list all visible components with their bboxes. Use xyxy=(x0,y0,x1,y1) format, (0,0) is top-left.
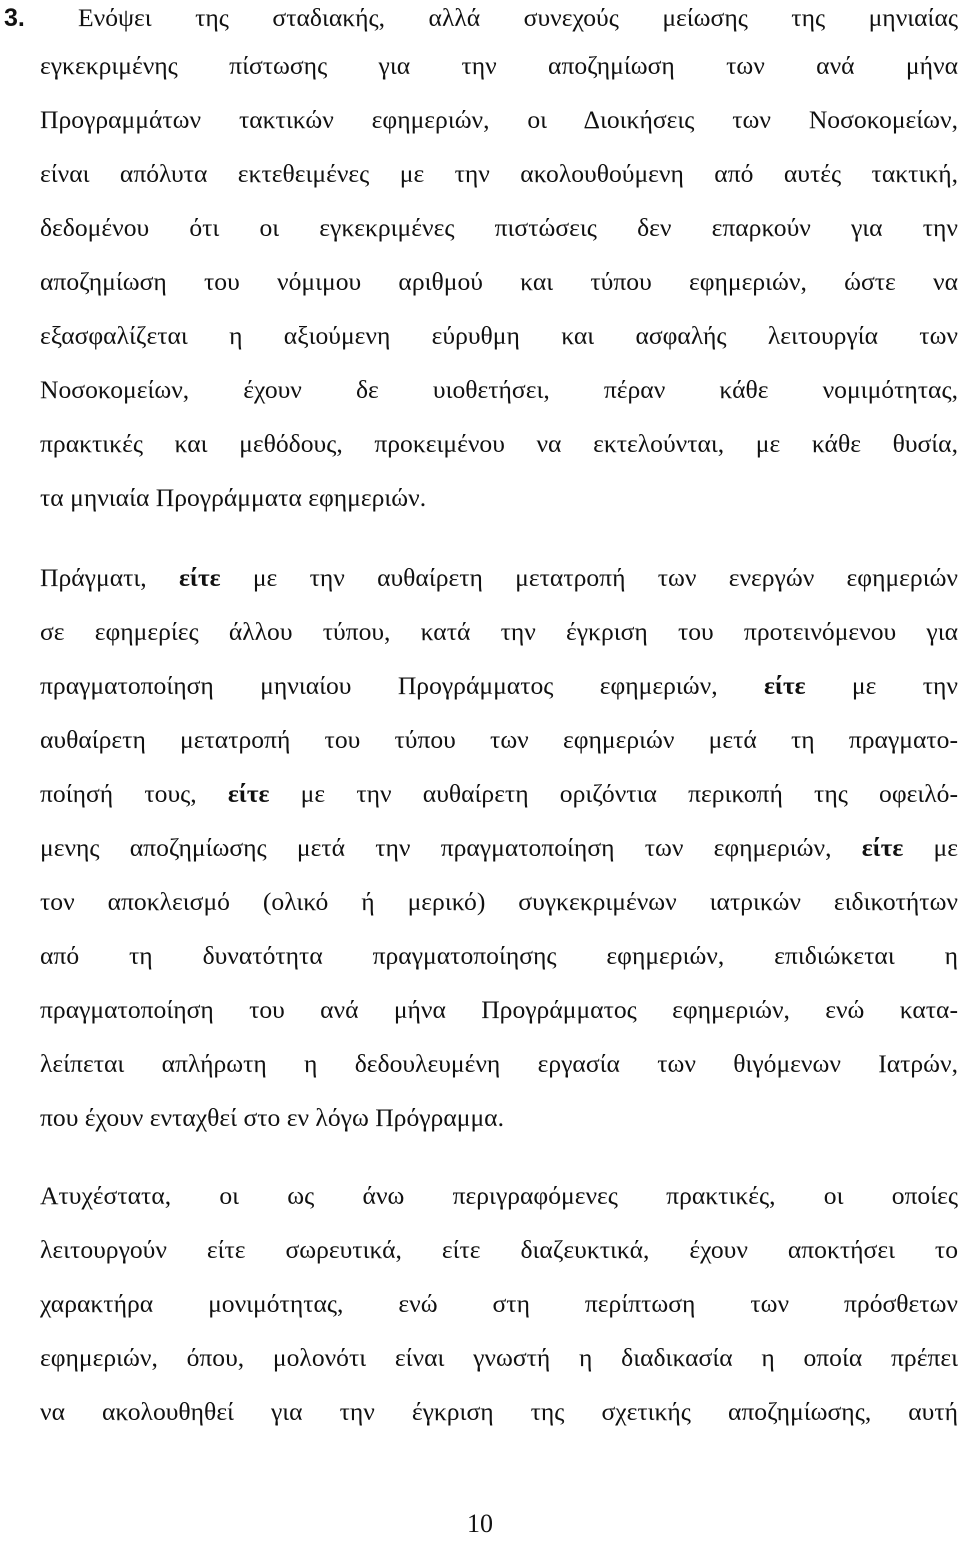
paragraph-2-line: που έχουν ενταχθεί στο εν λόγω Πρόγραμμα. xyxy=(40,1103,504,1132)
paragraph-1-line: εξασφαλίζεται η αξιούμενη εύρυθμη και ασφαλής λειτουργία των xyxy=(40,321,958,350)
item-number: 3. xyxy=(4,4,25,32)
emphasis-eite: είτε xyxy=(763,671,806,700)
paragraph-1-line: είναι απόλυτα εκτεθειμένες με την ακολουθούμενη από αυτές τακτική, xyxy=(40,159,958,188)
paragraph-1-line: δεδομένου ότι οι εγκεκριμένες πιστώσεις δεν επαρκούν για την xyxy=(40,213,958,242)
paragraph-3-line: να ακολουθηθεί για την έγκριση της σχετικής αποζημίωσης, αυτή xyxy=(40,1397,958,1426)
paragraph-2-line: Πράγματι, είτε με την αυθαίρετη μετατροπή των ενεργών εφημεριών xyxy=(40,563,958,592)
emphasis-eite: είτε xyxy=(227,779,270,808)
paragraph-2-line: από τη δυνατότητα πραγματοποίησης εφημεριών, επιδιώκεται η xyxy=(40,941,958,970)
paragraph-1-line: πρακτικές και μεθόδους, προκειμένου να εκτελούνται, με κάθε θυσία, xyxy=(40,429,958,458)
paragraph-1-line: Ενόψει της σταδιακής, αλλά συνεχούς μείωσης της μηνιαίας xyxy=(78,3,958,32)
paragraph-2-line: μενης αποζημίωσης μετά την πραγματοποίηση των εφημεριών, είτε με xyxy=(40,833,958,862)
paragraph-2-line: πραγματοποίηση του ανά μήνα Προγράμματος εφημεριών, ενώ κατα- xyxy=(40,995,958,1024)
emphasis-eite: είτε xyxy=(861,833,904,862)
paragraph-1-line: εγκεκριμένης πίστωσης για την αποζημίωση των ανά μήνα xyxy=(40,51,958,80)
paragraph-3-line: λειτουργούν είτε σωρευτικά, είτε διαζευκτικά, έχουν αποκτήσει το xyxy=(40,1235,958,1264)
paragraph-3-line: εφημεριών, όπου, μολονότι είναι γνωστή η διαδικασία η οποία πρέπει xyxy=(40,1343,958,1372)
paragraph-1-line: αποζημίωση του νόμιμου αριθμού και τύπου εφημεριών, ώστε να xyxy=(40,267,958,296)
paragraph-2-line: πραγματοποίηση μηνιαίου Προγράμματος εφημεριών, είτε με την xyxy=(40,671,958,700)
paragraph-2-line: αυθαίρετη μετατροπή του τύπου των εφημεριών μετά τη πραγματο- xyxy=(40,725,958,754)
paragraph-2-line: λείπεται απλήρωτη η δεδουλευμένη εργασία των θιγόμενων Ιατρών, xyxy=(40,1049,958,1078)
emphasis-eite: είτε xyxy=(178,563,221,592)
page-number: 10 xyxy=(467,1509,493,1538)
paragraph-1-line: Νοσοκομείων, έχουν δε υιοθετήσει, πέραν κάθε νομιμότητας, xyxy=(40,375,958,404)
paragraph-1-line: τα μηνιαία Προγράμματα εφημεριών. xyxy=(40,483,427,512)
paragraph-2-line: ποίησή τους, είτε με την αυθαίρετη οριζόντια περικοπή της οφειλό- xyxy=(40,779,958,808)
paragraph-2-line: τον αποκλεισμό (ολικό ή μερικό) συγκεκριμένων ιατρικών ειδικοτήτων xyxy=(40,887,958,916)
paragraph-2-line: σε εφημερίες άλλου τύπου, κατά την έγκριση του προτεινόμενου για xyxy=(40,617,958,646)
paragraph-3-line: Ατυχέστατα, οι ως άνω περιγραφόμενες πρακτικές, οι οποίες xyxy=(40,1181,958,1210)
paragraph-1-line: Προγραμμάτων τακτικών εφημεριών, οι Διοικήσεις των Νοσοκομείων, xyxy=(40,105,958,134)
paragraph-3-line: χαρακτήρα μονιμότητας, ενώ στη περίπτωση των πρόσθετων xyxy=(40,1289,958,1318)
